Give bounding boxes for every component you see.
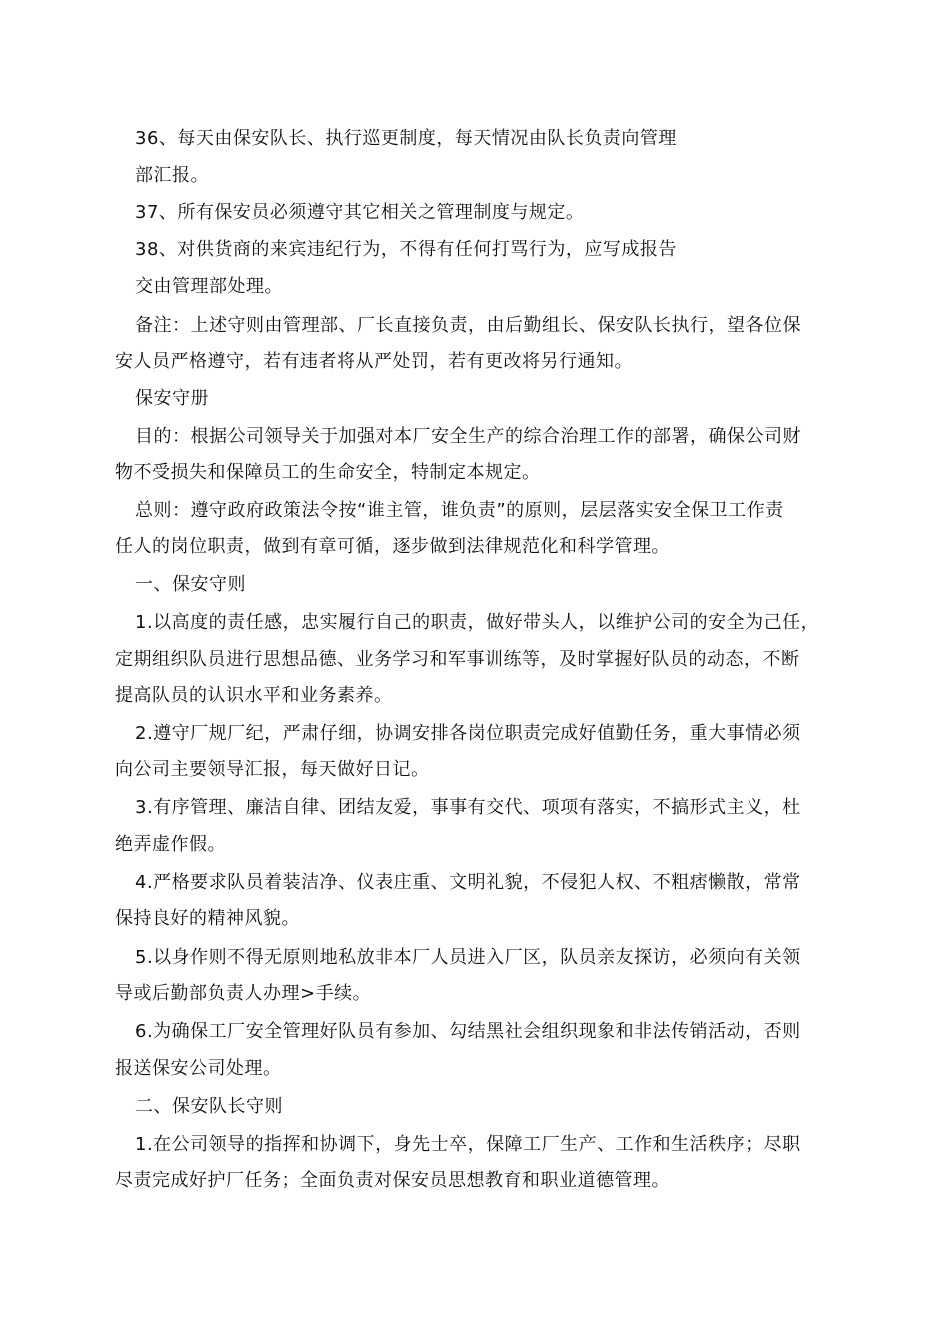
text-line: 6.为确保工厂安全管理好队员有参加、勾结黑社会组织现象和非法传销活动，否则 (135, 1021, 801, 1042)
text-line: 36、每天由保安队长、执行巡更制度，每天情况由队长负责向管理 (135, 128, 677, 149)
text-line: 物不受损失和保障员工的生命安全，特制定本规定。 (115, 462, 541, 483)
text-line: 向公司主要领导汇报，每天做好日记。 (115, 759, 430, 780)
text-line: 1.以高度的责任感，忠实履行自己的职责，做好带头人，以维护公司的安全为己任， (135, 612, 820, 633)
text-line: 38、对供货商的来宾违纪行为，不得有任何打骂行为，应写成报告 (135, 239, 677, 260)
text-line: 37、所有保安员必须遵守其它相关之管理制度与规定。 (135, 202, 585, 223)
section-heading: 保安守册 (135, 388, 209, 409)
text-line: 1.在公司领导的指挥和协调下，身先士卒，保障工厂生产、工作和生活秩序；尽职 (135, 1134, 801, 1155)
section-heading: 一、保安守则 (135, 574, 246, 595)
text-line: 定期组织队员进行思想品德、业务学习和军事训练等，及时掌握好队员的动态，不断 (115, 649, 800, 670)
text-line: 目的：根据公司领导关于加强对本厂安全生产的综合治理工作的部署，确保公司财 (135, 426, 801, 447)
text-line: 安人员严格遵守，若有违者将从严处罚，若有更改将另行通知。 (115, 351, 633, 372)
text-line: 绝弄虚作假。 (115, 834, 226, 855)
text-line: 交由管理部处理。 (135, 276, 283, 297)
text-line: 导或后勤部负责人办理>手续。 (115, 983, 372, 1004)
text-line: 保持良好的精神风貌。 (115, 908, 300, 929)
text-line: 备注：上述守则由管理部、厂长直接负责，由后勤组长、保安队长执行，望各位保 (135, 315, 801, 336)
text-line: 4.严格要求队员着装洁净、仪表庄重、文明礼貌，不侵犯人权、不粗痞懒散，常常 (135, 872, 801, 893)
text-line: 总则：遵守政府政策法令按“谁主管，谁负责”的原则，层层落实安全保卫工作责 (135, 500, 784, 521)
text-line: 3.有序管理、廉洁自律、团结友爱，事事有交代、项项有落实，不搞形式主义，杜 (135, 797, 801, 818)
text-line: 2.遵守厂规厂纪，严肃仔细，协调安排各岗位职责完成好值勤任务，重大事情必须 (135, 723, 801, 744)
text-line: 尽责完成好护厂任务；全面负责对保安员思想教育和职业道德管理。 (115, 1170, 670, 1191)
text-line: 5.以身作则不得无原则地私放非本厂人员进入厂区，队员亲友探访，必须向有关领 (135, 947, 801, 968)
section-heading: 二、保安队长守则 (135, 1096, 283, 1117)
text-line: 任人的岗位职责，做到有章可循，逐步做到法律规范化和科学管理。 (115, 536, 670, 557)
text-line: 提高队员的认识水平和业务素养。 (115, 685, 393, 706)
text-line: 部汇报。 (135, 165, 209, 186)
text-line: 报送保安公司处理。 (115, 1058, 282, 1079)
